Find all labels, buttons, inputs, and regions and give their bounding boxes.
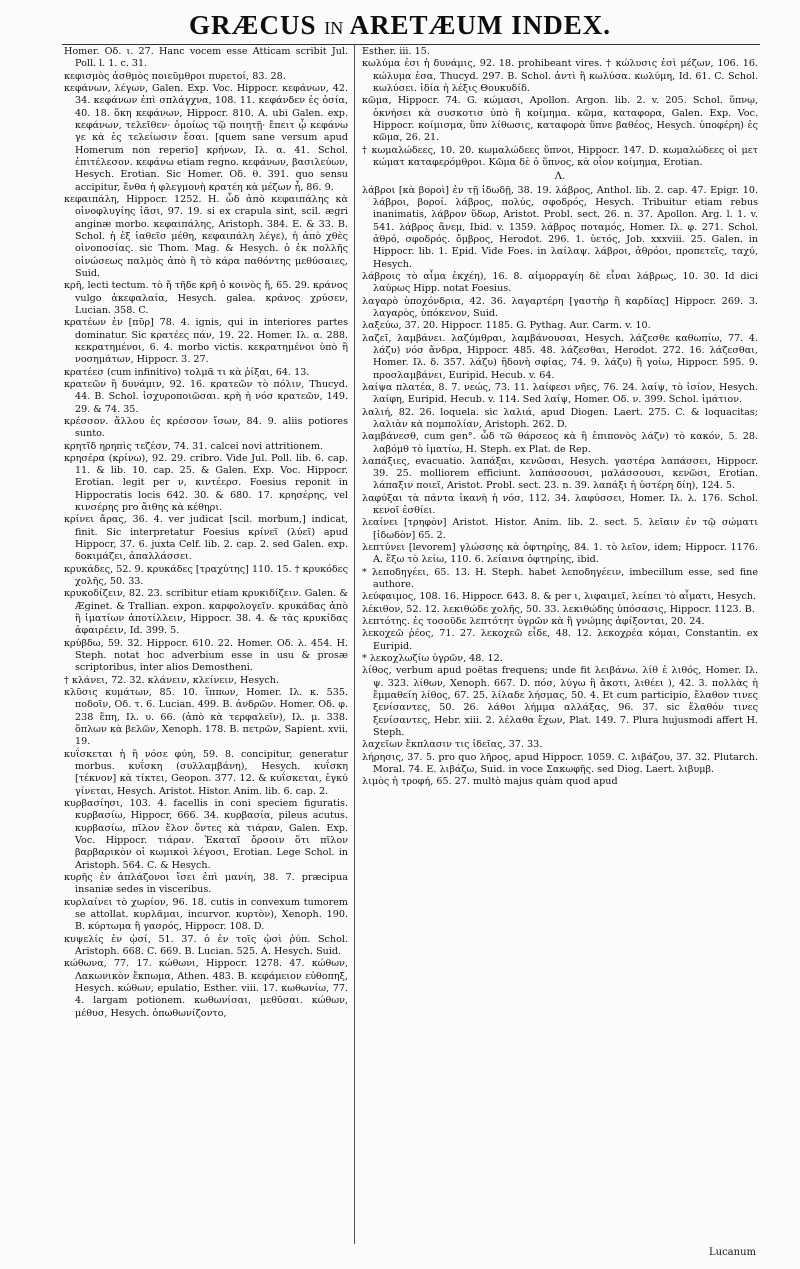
- index-entry: κωλύμα ἐσι ἡ δυνάμις, 92. 18. prohibeant vires. † κώλυσις ἐσὶ μέζων, 106. 16. κώλυμα ἐσα, Thucyd. 297. B. Schol. ἀντὶ ἢ κωλύσα. κωλύμη, Id. 61. C. Schol. κωλύσει. ἰδία ἡ λέξις Θουκυδίδ.: [362, 58, 758, 94]
- index-entry: λιμὸς ἡ τροφή, 65. 27. multò majus quàm quod apud: [362, 776, 618, 788]
- index-entry: κυρβασίησι, 103. 4. facellis in coni speciem figuratis. κυρβασίω, Hippocr, 666. 34. κυρβασία, pileus acutus. κυρβασίω, πῖλον ἔλον ὄντες κὰ τιάραν, Galen. Exp. Voc. Hippocr. τιάραν. Ἑκαταῖ ὄρσοιν ὅτι πῖλον βαρβαρικὸν οἱ κωμικοὶ λέγοσι, Erotian. Lege Schol. in Aristoph. 564. C. & Hesych.: [64, 798, 348, 871]
- index-entry: λαφύξαι τὰ πάντα ἱκανὴ ἡ νόσ, 112. 34. λαφύσσει, Homer. Ιλ. λ. 176. Schol. κενοῖ ἐσθίει.: [362, 492, 758, 517]
- index-entry: † κωμαλώδεες, 10. 20. κωμαλώδεες ὕπνοι, Hippocr. 147. D. κωμαλώδεες οἱ μετ κώματ καταφερόμθροι. Κῶμα δὲ ὁ ὕπνος, κὰ οἷον κοίμημα, Erotian.: [362, 144, 758, 168]
- section-letter-lambda: Λ.: [554, 171, 566, 183]
- index-entry: λαίψα πλατέα, 8. 7. νεώς, 73. 11. λαίφεσι νῆες, 76. 24. λαίψ, τὸ ἱσίον, Hesych. λαίφη, Euripid. Hecub. v. 114. Sed λαίψ, Homer. Οδ. ν. 399. Schol. ἱμάτιον.: [362, 381, 758, 406]
- index-entry: λίθος, verbum apud poëtas frequens; unde fit λειβάνω. λίθ ἐ λιθός, Homer. Ιλ. ψ. 323. λίθων, Xenoph. 667. D. πόσ, λύγω ἢ ἄκοτι, λιθέει ), 42. 3. πολλὰς ἡ ἔμμαθείη λίθος, 67. 25. λίλαδε λήσμας, 50. 4. Et cum participio, ἔλαθον τινες ξενίσαντες, 50. 26. λάθοι λήμμα αλλάξας, 96. 37. sic ἔλαθόν τινες ξενίσαντες, Hebr. xiii. 2. λέλαθα ἔχων, Plat. 149. 7. Plura hujusmodi affert H. Steph.: [362, 665, 758, 739]
- left-column: [64, 46, 348, 1256]
- index-entry: λάβροις τὸ αἷμα ἐκχέη), 16. 8. αἱμορραγίη δὲ εἶναι λάβρως, 10. 30. Id dici λαύρως Hipp. notat Foesius.: [362, 270, 758, 295]
- index-entry: κλῦσις κυμάτων, 85. 10. ἵππων, Homer. Ιλ. κ. 535. ποδοῖν, Οδ. τ. 6. Lucian. 499. B. ἀνδρῶν. Homer. Οδ. φ. 238 ἕπη, Ιλ. υ. 66. (ἀπὸ κὰ τερφαλεῖν), Ιλ. μ. 338. ὅπλων κὰ βελῶν, Xenoph. 178. B. πετρῶν, Sapient. xvii. 19.: [64, 687, 348, 748]
- index-entry: κρατέεσ (cum infinitivo) τολμᾶ τι κὰ ῥίξαι, 64. 13.: [64, 366, 310, 378]
- index-entry: λεπτύνει [levorem] γλώσσης κὰ ὀφτηρίης, 84. 1. τὸ λεῖον, idem; Hippocr. 1176. A. ἔξω τὸ λείω, 110. 6. λείαινα ὀφτηρίης, ibid.: [362, 542, 758, 566]
- index-entry: κρυκάδες, 52. 9. κρυκάδες [τραχύτης] 110. 15. † κρυκόδες χολῆς, 50. 33.: [64, 563, 348, 588]
- index-entry: κεφάνων, λέγων, Galen. Exp. Voc. Hippocr. κεφάνων, 42. 34. κεφάνων ἐπὶ σπλάγχνα, 108. 11. κεφάνδεν ἐς ὀσία, 40. 18. ὅκη κεφάνων, Hippocr. 810. A. ubi Galen. exp. κεφάνων, τελεῖθεν· ὁμοίως τῷ ποιητῇ· ἔπειτ ᾧ κεφάνω γε κὰ ἐς τελείωσιν ἔσαι. [quem sane versum apud Homerum non reperio] κρήνων, Ιλ. α. 41. Schol. ἐπιτέλεσον. κεφάνω etiam regno. κεφάνων, βασιλεύων, Hesych. Erotian. Sic Homer. Οδ. θ. 391. quo sensu accipitur, ἔνθα ἡ φλεγμονὴ κρατέη κὰ μέζων ἦ, 86. 9.: [64, 82, 348, 193]
- catchword: Lucanum: [708, 1247, 756, 1258]
- index-entry: λεκοχεῶ ῥέος, 71. 27. λεκοχεῶ εἶδε, 48. 12. λεκοχρέα κόμαι, Constantin. ex Euripid.: [362, 628, 758, 652]
- index-entry: κυρλαίνει τὸ χωρίον, 96. 18. cutis in convexum tumorem se attollat. κυρλᾶμαι, incurvor. κυρτὸν), Xenoph. 190. B. κύρτωμα ἢ γασρός, Hippocr. 108. D.: [64, 896, 348, 933]
- index-entry: λεπτότης. ἐς τοσοῦδε λεπτότητ ὑγρῶν κὰ ἢ γνώμης ἀφίξονται, 20. 24.: [362, 616, 705, 628]
- index-entry: κρίνει ἄρας, 36. 4. ver judicat [scil. morbum,] indicat, finit. Sic interpretatur Foesius κρίνεῖ (λύεῖ) apud Hippocr, 37. 6. juxta Celf. lib. 2. cap. 2. sed Galen. exp. δοκιμάζει, ἀπαλλάσσει.: [64, 514, 348, 563]
- index-entry: κώθωνα, 77. 17. κώθωνι, Hippocr. 1278. 47. κώθων, Λακωνικὸν ἔκπωμα, Athen. 483. B. κεφάμειον εὐθοπηξ, Hesych. κώθων, epulatio, Esther. viii. 17. κωθωνίω, 77. 4. largam potionem. κωθωνίσαι, μεθῦσαι. κώθων, μέθυσ, Hesych. ὁπωθωνίζοντο,: [64, 958, 348, 1019]
- index-entry: κεφαιπάλη, Hippocr. 1252. H. ὧδ ἀπὸ κεφαιπάλης κὰ οἰνοφλυγίης ἰᾶσι, 97. 19. si ex crapula sint, scil. ægri anginæ morbo. κεφαιπάλης, Aristoph. 384. E. & 33. B. Schol. ἡ ἐξ ἰαθεῖσ μέθη, κεφαιπάλη λέγε), ἡ ἀπὸ χθὲς οἰνοποσίας. sic Thom. Mag. & Hesych. ὁ ἐκ πολλῆς οἰνώσεως παλμὸς ἀπὸ ἢ τὸ κάρα παθόντης μεθύσαιες, Suid.: [64, 193, 348, 279]
- title-mid: IN: [324, 18, 344, 38]
- index-entry: κῶμα, Hippocr. 74. G. κώμασι, Apollon. Argon. lib. 2. v. 205. Schol. ὕπνῳ, ὁκνήσει κὰ συσκοτισ ὑπὸ ἢ κοίμημα. κῶμα, καταφορα, Galen. Exp. Voc. Hippocr. κοίμισμα, ὕπν λίθωσις, καταφορὰ ὕπνε βαθέος, Hesych. ὑποφέρη) ἐς κῶμα, 26. 21.: [362, 95, 758, 144]
- index-entry: Homer. Οδ. ι. 27. Hanc vocem esse Atticam scribit Jul. Poll. l. 1. c. 31.: [64, 46, 348, 70]
- right-column-top-entries: [362, 46, 758, 169]
- index-entry: λεύφαιμος, 108. 16. Hippocr. 643. 8. & per ι, λιφαιμεῖ, λείπει τὸ αἷματι, Hesych.: [362, 591, 757, 603]
- index-entry: λαγαρὸ ὑποχόνδρια, 42. 36. λαγαρτέρη [γαστὴρ ἢ καρδίας] Hippocr. 269. 3. λαγαρὸς, ὑπόκενον, Suid.: [362, 295, 758, 319]
- index-entry: λήρησις, 37. 5. pro quo λῆρος, apud Hippocr. 1059. C. λιβάζου, 37. 32. Plutarch. Moral. 74. E. λιβάζω, Suid. in voce Σακωφῆς. sed Diog. Laert. λιβυμβ.: [362, 751, 758, 776]
- column-divider: [354, 44, 355, 1244]
- index-entry: κρυκοδίζειν, 82. 23. scribitur etiam κρυκιδίζειν. Galen. & Æginet. & Trallian. expon. καρφολογεῖν. κρυκάδας ἀπὸ ἢ ἱματίων ἀποτίλλειν, Hippocr. 38. 4. & τὰς κρυκίδας ἀφαιρέειν, Id. 399. 5.: [64, 588, 348, 637]
- index-entry: κρέσσον. ἄλλου ἐς κρέσσον ἴσων, 84. 9. aliis potiores sunto.: [64, 415, 348, 440]
- index-entry: * λεποδηγέει, 65. 13. H. Steph. habet λεποδηγέειν, imbecillum esse, sed fine authore.: [362, 566, 758, 591]
- index-entry: κρατέων ἐν [πῦρ] 78. 4. ignis, qui in interiores partes dominatur. Sic κρατέες πάν, 19. 22. Homer. Ιλ. α. 288. κεκρατημένοι, 6. 4. morbo victis. κεκρατημένοι ὑπὸ ἢ νοσημάτων, Hippocr. 3. 27.: [64, 317, 348, 366]
- index-entry: λαζεῖ, λαμβάνει. λαζύμθραι, λαμβάνουσαι, Hesych. λάζεσθε καθωπίω, 77. 4. λάζυ) νόσ ἄνδρα, Hippocr. 485. 48. λάζεσθαι, Herodot. 272. 16. λάζεσθαι, Homer. Ιλ. δ. 357. λάζυ) ἢδονὴ σφίας, 74. 9. λάζυ) ἢ γοίω, Hippocr. 595. 9. προσλαμβάνει, Euripid. Hecub. v. 64.: [362, 332, 758, 381]
- index-entry: κρησέρα (κρίνω), 92. 29. cribro. Vide Jul. Poll. lib. 6. cap. 11. & lib. 10. cap. 25. & Galen. Exp. Voc. Hippocr. Erotian. legit per ν, κιντέερσ. Foesius reponit in Hippocratis locis 642. 30. & 680. 17. κρησέρης, vel κινσέρης pro ἄιθης κὰ κέθηρι.: [64, 452, 348, 514]
- index-entry: Esther. iii. 15.: [362, 46, 430, 57]
- right-column-main-entries: [362, 185, 758, 789]
- index-entry: λαμβάνεσθ, cum gen°. ὧδ τῶ θάρσεος κὰ ἢ ἐπιπονὸς λάζν) τὸ κακόν, 5. 28. λαβόμθ τὸ ἱματίω, H. Steph. ex Plat. de Rep.: [362, 431, 758, 455]
- index-entry: * λεκοχλωζίω ὑγρῶν, 48. 12.: [362, 653, 503, 665]
- right-column: [362, 46, 758, 1256]
- index-entry: κρύβδω, 59. 32. Hippocr. 610. 22. Homer. Οδ. λ. 454. H. Steph. notat hoc adverbium esse in usu & prosæ scriptoribus, inter alios Demostheni.: [64, 637, 348, 674]
- index-entry: λαλιή, 82. 26. loquela. sic λαλιά, apud Diogen. Laert. 275. C. & loquacitas; λαλιὰν κὰ πομπολίαν, Aristoph. 262. D.: [362, 406, 758, 430]
- page-title: [0, 10, 800, 41]
- header-rule: [62, 44, 760, 45]
- index-entry: κεφισμὸς ἀσθμὸς ποιεῦμθροι πυρετοί, 83. 28.: [64, 70, 286, 82]
- index-entry: κυρῆς ἐν ἀπλάζονοι ἴσει ἐπὶ μανίη, 38. 7. præcipua insaniæ sedes in visceribus.: [64, 871, 348, 896]
- index-entry: λαπάξιες, evacuatio. λαπάξαι, κενῶσαι, Hesych. γαστέρα λαπάσσει, Hippocr. 39. 25. molliorem efficiunt. λαπάσσουσι, μαλάσσουσι, κενῶσι, Erotian. λάπαξιν ποιεῖ, Aristot. Probl. sect. 23. n. 39. λαπάξι ἡ ὑστέρη δίη), 124. 5.: [362, 455, 758, 492]
- index-entry: λαχεῖων ἔκπλασιν τις ἰδεῖας, 37. 33.: [362, 739, 543, 751]
- title-part1: GRÆCUS: [188, 10, 317, 40]
- index-entry: λέκιθον, 52. 12. λεκιθώδε χολῆς, 50. 33. λεκιθώδης ὑπόσασις, Hippocr. 1123. B.: [362, 603, 755, 615]
- index-entry: κρῆ, lecti tectum. τὸ ἤ τῆδε κρῆ ὁ κοινὸς ἤ, 65. 29. κράνος vulgo ἀκεφαλαία, Hesych. galea. κράνος χρύσεν, Lucian. 358. C.: [64, 280, 348, 316]
- index-entry: κυΐσκεται ἡ ἢ νόσε φύη, 59. 8. concipitur, generatur morbus. κυΐσκη (συλλαμβάνη), Hesych. κυΐσκη [τέκνον] κὰ τίκτει, Geopon. 377. 12. & κυΐσκεται, ἐγκύ γίνεται, Hesych. Aristot. Histor. Anim. lib. 6. cap. 2.: [64, 748, 348, 797]
- index-entry: κρητῖδ ηρηπὶς τεζέσν, 74. 31. calcei novi attritionem.: [64, 440, 324, 452]
- index-entry: λαξεύω, 37. 20. Hippocr. 1185. G. Pythag. Aur. Carm. v. 10.: [362, 320, 651, 332]
- index-entry: λάβροι [κὰ βοροὶ] ἐν τῇ ἰδωδῇ, 38. 19. λάβρος, Anthol. lib. 2. cap. 47. Epigr. 10. λάβροι, βοροί. λάβρος, πολύς, σφοδρός, Hesych. Tribuitur etiam rebus inanimatis, λάβρον ὕδωρ, Aristot. Probl. sect. 26. n. 37. Apollon. Arg. l. 1. v. 541. λάβρος ἄνεμ, Ibid. v. 1359. λάβρος ποταμός, Homer. Ιλ. φ. 271. Schol. ἀθρό, σφοδρός. ὄμβρος, Herodot. 296. 1. ὑετός, Job. xxxviii. 25. Galen. in Hippocr. lib. 1. Epid. Vide Foes. in λαίλαψ. λάβροι, ἀθρόοι, προπετεῖς, ταχύ, Hesych.: [362, 184, 758, 270]
- index-entry: κρατεῶν ἢ δυνάμιν, 92. 16. κρατεῶν τὸ πόλιν, Thucyd. 44. B. Schol. ἰσχυροποιῶσαι. κρὴ ἡ νόσ κρατεῶν, 149. 29. & 74. 35.: [64, 378, 348, 415]
- title-part2: ARETÆUM INDEX.: [349, 10, 612, 40]
- index-entry: † κλάνει, 72. 32. κλάνειν, κλείνειν, Hesych.: [64, 674, 280, 686]
- index-entry: λεαίνει [τρηφὸν] Aristot. Histor. Anim. lib. 2. sect. 5. λεῖαιν ἐν τῷ σώματι [ἰδωδὸν] 65. 2.: [362, 517, 758, 541]
- index-entry: κυψελίς ἐν ᾠσί, 51. 37. ὁ ἐν τοῖς ᾠσὶ ῥύπ. Schol. Aristoph. 668. C. 669. B. Lucian. 525. A. Hesych. Suid.: [64, 933, 348, 957]
